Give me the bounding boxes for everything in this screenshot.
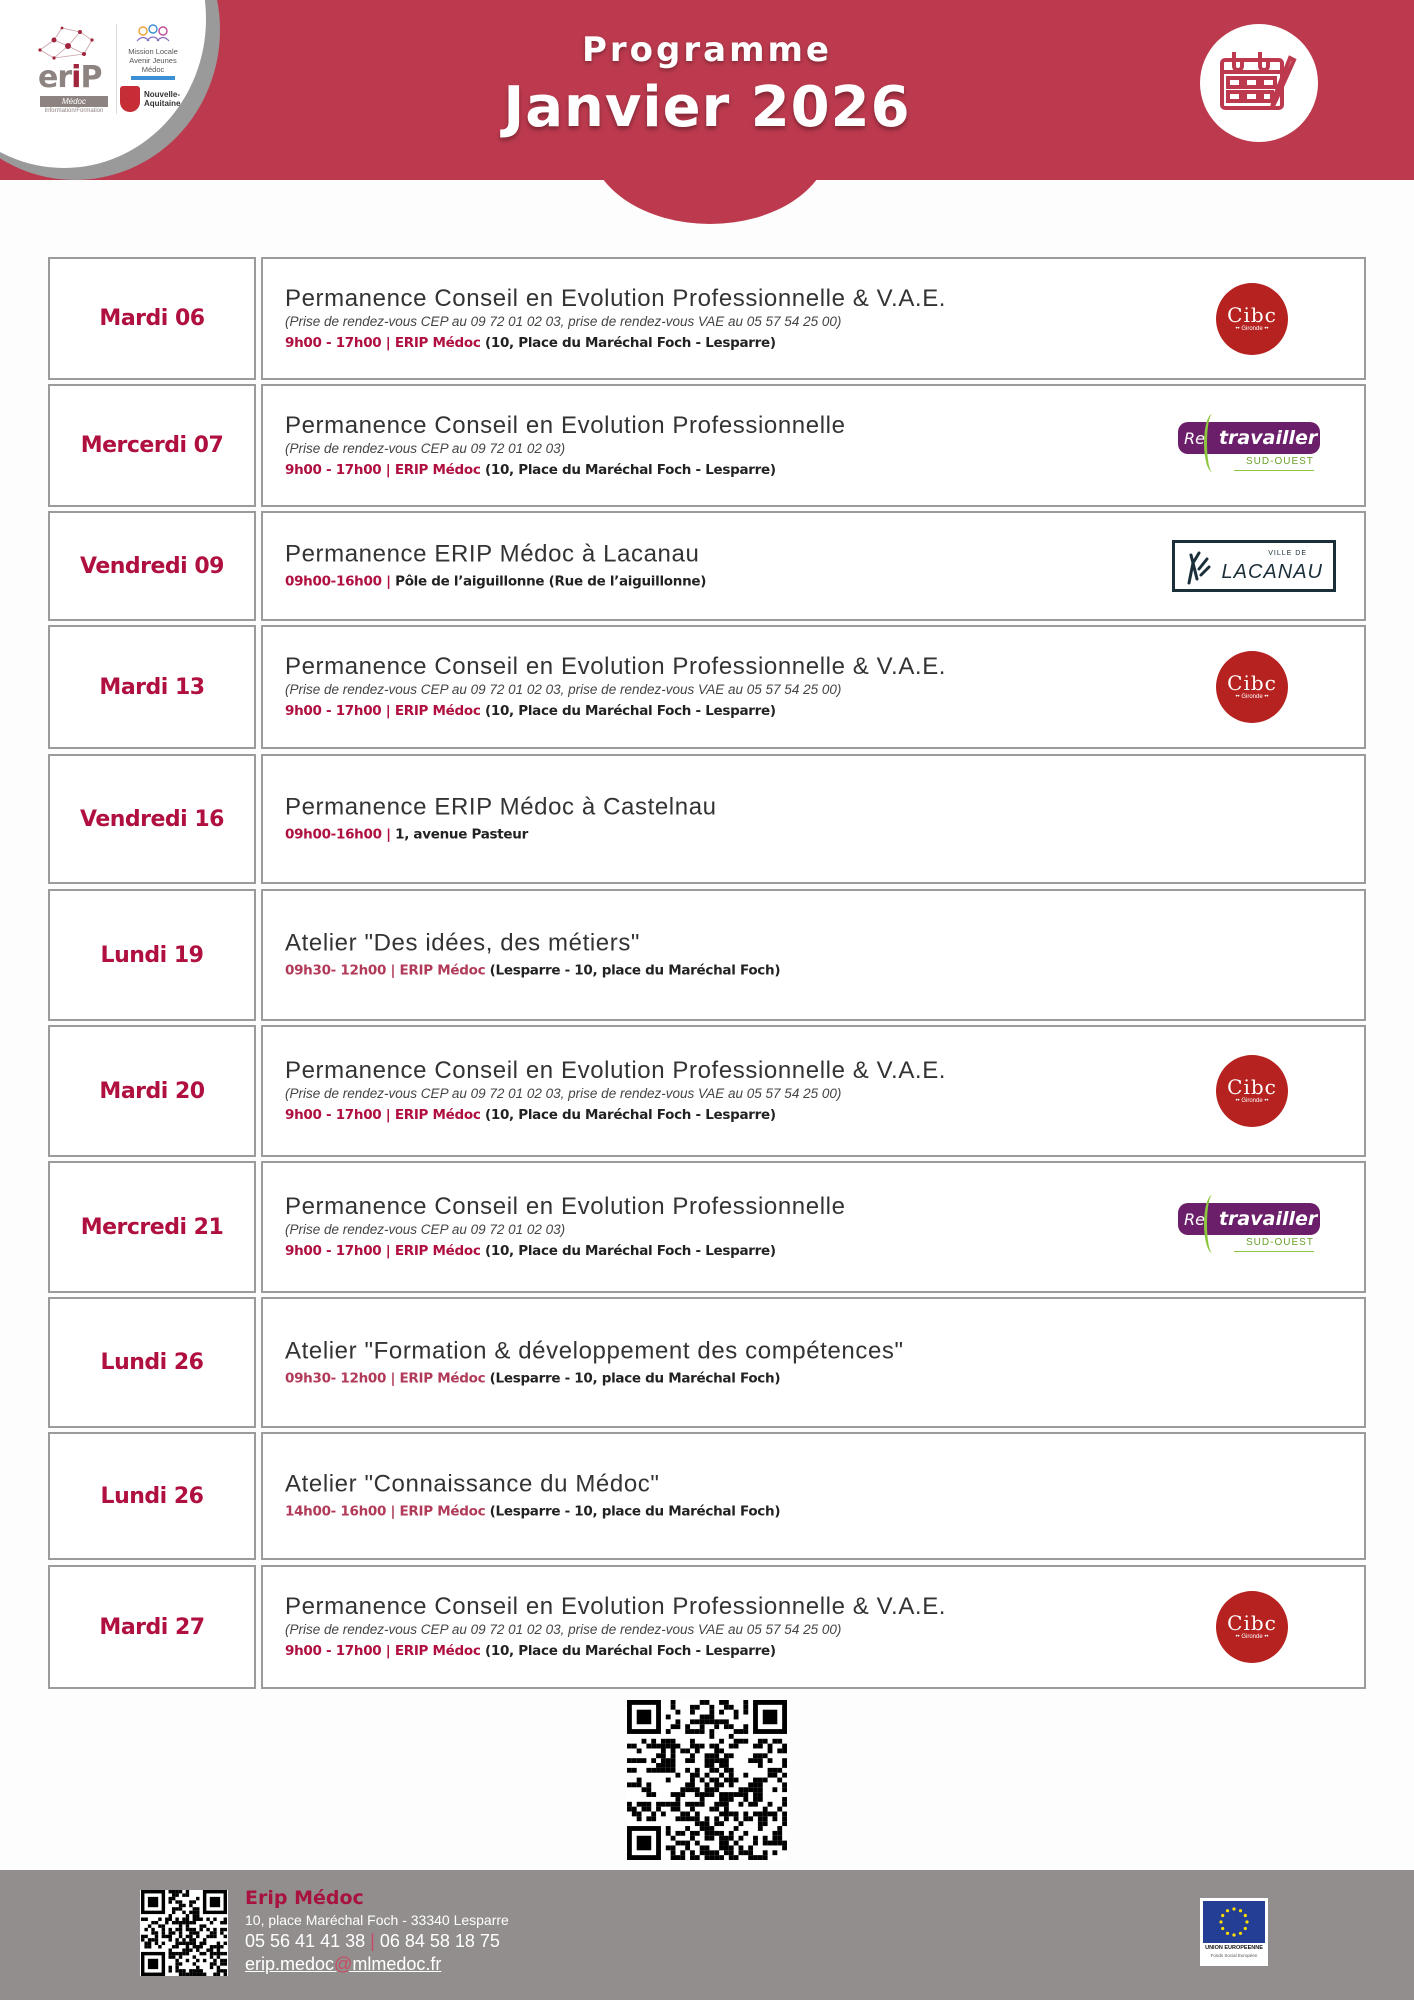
event-time: 09h30- 12h00 | (285, 962, 396, 979)
event-title: Permanence Conseil en Evolution Professionnelle & V.A.E. (285, 1593, 947, 1620)
event-address: Pôle de l’aiguillonne (Rue de l’aiguillonne) (390, 573, 707, 590)
footer-org-name: Erip Médoc (245, 1887, 364, 1909)
event-venue: ERIP Médoc (395, 962, 486, 979)
cibc-logo: Cibc •• Gironde •• (1216, 283, 1288, 355)
event-venue: ERIP Médoc (394, 461, 481, 478)
event-date-cell (48, 625, 256, 749)
event-detail-cell (261, 625, 1366, 749)
event-venue: ERIP Médoc (394, 703, 481, 719)
event-date: Lundi 19 (100, 942, 204, 968)
event-time-place (285, 701, 1185, 721)
qr-code-icon (627, 1700, 787, 1860)
event-title: Permanence Conseil en Evolution Professionnelle (285, 411, 846, 439)
event-address: (10, Place du Maréchal Foch - Lesparre) (480, 1243, 776, 1259)
title-programme: Programme (581, 30, 832, 70)
event-detail-cell (261, 1565, 1366, 1689)
footer-email-link[interactable]: erip.medoc@mlmedoc.fr (245, 1954, 442, 1974)
event-date-cell (48, 511, 256, 621)
calendar-edit-icon (1214, 38, 1304, 128)
event-address: 1, avenue Pasteur (390, 826, 528, 843)
event-address: (Lesparre - 10, place du Maréchal Foch) (485, 1370, 781, 1386)
event-row (48, 1432, 1366, 1560)
ml-strip (131, 76, 175, 80)
people-icon (133, 24, 173, 42)
title-month: Janvier 2026 (503, 75, 911, 140)
event-time: 9h00 - 17h00 | (285, 703, 395, 719)
cibc-logo: Cibc •• Gironde •• (1216, 651, 1288, 723)
event-detail-cell (261, 1161, 1366, 1293)
event-row (48, 754, 1366, 884)
phone-1[interactable]: 05 56 41 41 38 (245, 1931, 366, 1951)
event-date: Mardi 06 (99, 306, 205, 331)
event-detail-cell (261, 511, 1366, 621)
swoosh-icon (1204, 1195, 1221, 1253)
contact-block (245, 1886, 509, 1976)
event-time: 9h00 - 17h00 | (285, 334, 395, 351)
event-title: Permanence ERIP Médoc à Lacanau (285, 540, 700, 568)
event-row (48, 1025, 1366, 1157)
event-time: 09h30- 12h00 | (285, 1370, 396, 1386)
event-detail-cell (261, 257, 1366, 380)
event-venue: ERIP Médoc (395, 1370, 486, 1386)
mission-locale-logo: Mission Locale Avenir Jeunes Médoc (120, 24, 186, 80)
event-date-cell (48, 1161, 256, 1293)
calendar-badge (1200, 24, 1318, 142)
event-title: Permanence Conseil en Evolution Professionnelle (285, 1193, 846, 1220)
event-date-cell (48, 1565, 256, 1689)
event-date-cell (48, 1025, 256, 1157)
event-time-place (285, 1105, 1185, 1125)
event-row (48, 257, 1366, 380)
eu-logo: UNION EUROPEENNE Fonds Social Européen (1200, 1898, 1268, 1966)
retravailler-logo: Re travailler SUD-OUEST (1174, 1195, 1324, 1259)
event-date-cell (48, 1297, 256, 1428)
event-row (48, 1565, 1366, 1689)
event-date-cell (48, 1432, 256, 1560)
event-time-place (285, 961, 1185, 981)
event-time: 14h00- 16h00 | (285, 1503, 396, 1520)
event-time-place (285, 572, 1185, 592)
event-venue: ERIP Médoc (394, 1107, 481, 1123)
footer-phones: 05 56 41 41 38 | 06 84 58 18 75 (245, 1931, 500, 1951)
event-date: Mercerdi 07 (80, 433, 224, 458)
event-row (48, 625, 1366, 749)
event-address: (10, Place du Maréchal Foch - Lesparre) (480, 461, 776, 478)
event-time: 09h00-16h00 | (285, 826, 391, 843)
qr-code-icon (140, 1890, 228, 1976)
event-address: (10, Place du Maréchal Foch - Lesparre) (480, 1107, 776, 1123)
cibc-logo: Cibc •• Gironde •• (1216, 1591, 1288, 1663)
event-address: (10, Place du Maréchal Foch - Lesparre) (480, 334, 776, 351)
event-time: 9h00 - 17h00 | (285, 1107, 395, 1123)
erip-wordmark: eriP (38, 60, 102, 95)
event-title: Atelier "Des idées, des métiers" (285, 929, 641, 957)
event-row (48, 1297, 1366, 1428)
event-title: Permanence ERIP Médoc à Castelnau (285, 793, 717, 821)
event-date-cell (48, 754, 256, 884)
title-block (400, 28, 1014, 140)
event-title: Atelier "Formation & développement des compétences" (285, 1337, 904, 1364)
event-detail-cell (261, 1432, 1366, 1560)
swoosh-icon (1204, 414, 1221, 472)
event-time-place (285, 825, 1185, 845)
event-venue: ERIP Médoc (394, 334, 481, 351)
footer-address: 10, place Maréchal Foch - 33340 Lesparre (245, 1912, 509, 1928)
logo-divider (116, 24, 117, 114)
event-title: Permanence Conseil en Evolution Professionnelle & V.A.E. (285, 284, 947, 312)
event-time-place (285, 1502, 1185, 1522)
qr-code-main[interactable] (627, 1700, 787, 1860)
erip-subtitle: Information/Formation (44, 108, 104, 114)
event-date-cell (48, 384, 256, 507)
event-venue: ERIP Médoc (394, 1643, 481, 1659)
surfer-figure-icon (1183, 549, 1213, 585)
eu-flag-icon (1203, 1901, 1265, 1943)
qr-code-footer[interactable] (140, 1890, 228, 1976)
event-detail-cell (261, 1297, 1366, 1428)
event-booking-note: (Prise de rendez-vous CEP au 09 72 01 02 03, prise de rendez-vous VAE au 05 57 54 25 00) (285, 682, 842, 697)
event-booking-note: (Prise de rendez-vous CEP au 09 72 01 02 03, prise de rendez-vous VAE au 05 57 54 25 00) (285, 313, 842, 329)
event-detail-cell (261, 889, 1366, 1021)
event-time: 9h00 - 17h00 | (285, 461, 395, 478)
lion-shield-icon (120, 86, 140, 112)
event-time: 9h00 - 17h00 | (285, 1643, 395, 1659)
event-date: Mercredi 21 (80, 1214, 224, 1240)
event-date: Lundi 26 (100, 1350, 204, 1375)
event-detail-cell (261, 1025, 1366, 1157)
event-detail-cell (261, 384, 1366, 507)
event-time-place (285, 460, 1185, 480)
event-date: Lundi 26 (100, 1483, 204, 1509)
event-address: (10, Place du Maréchal Foch - Lesparre) (480, 1643, 776, 1659)
event-date: Vendredi 09 (80, 553, 224, 579)
retravailler-logo: Re travailler SUD-OUEST (1174, 414, 1324, 478)
event-date-cell (48, 257, 256, 380)
phone-2[interactable]: 06 84 58 18 75 (379, 1931, 500, 1951)
event-address: (Lesparre - 10, place du Maréchal Foch) (485, 1503, 781, 1520)
event-row (48, 889, 1366, 1021)
event-detail-cell (261, 754, 1366, 884)
event-booking-note: (Prise de rendez-vous CEP au 09 72 01 02 03) (285, 1222, 566, 1237)
event-row (48, 1161, 1366, 1293)
event-time-place (285, 1241, 1185, 1261)
event-address: (10, Place du Maréchal Foch - Lesparre) (480, 703, 776, 719)
event-venue: ERIP Médoc (394, 1243, 481, 1259)
event-date: Mardi 27 (99, 1614, 205, 1640)
event-booking-note: (Prise de rendez-vous CEP au 09 72 01 02 03, prise de rendez-vous VAE au 05 57 54 25 00) (285, 1086, 842, 1101)
region-logo: Nouvelle- Aquitaine (120, 84, 186, 114)
event-row (48, 511, 1366, 621)
erip-band: Médoc (40, 96, 108, 107)
event-time-place (285, 333, 1185, 353)
event-date: Vendredi 16 (80, 806, 224, 832)
event-time-place (285, 1641, 1185, 1661)
erip-logo (34, 24, 114, 116)
event-address: (Lesparre - 10, place du Maréchal Foch) (485, 962, 781, 979)
event-booking-note: (Prise de rendez-vous CEP au 09 72 01 02 03, prise de rendez-vous VAE au 05 57 54 25 00) (285, 1622, 842, 1637)
event-title: Atelier "Connaissance du Médoc" (285, 1470, 660, 1498)
event-time: 9h00 - 17h00 | (285, 1243, 395, 1259)
event-row (48, 384, 1366, 507)
event-date-cell (48, 889, 256, 1021)
event-time: 09h00-16h00 | (285, 573, 391, 590)
page-footer (0, 1870, 1414, 2000)
event-venue: ERIP Médoc (395, 1503, 486, 1520)
event-title: Permanence Conseil en Evolution Professionnelle & V.A.E. (285, 1057, 947, 1084)
event-time-place (285, 1368, 1185, 1388)
cibc-logo: Cibc •• Gironde •• (1216, 1055, 1288, 1127)
event-title: Permanence Conseil en Evolution Professionnelle & V.A.E. (285, 653, 947, 680)
network-icon (34, 24, 114, 64)
event-date: Mardi 13 (99, 674, 205, 700)
event-booking-note: (Prise de rendez-vous CEP au 09 72 01 02 03) (285, 440, 566, 456)
event-date: Mardi 20 (99, 1078, 205, 1104)
lacanau-logo: VILLE DE LACANAU (1172, 540, 1336, 592)
